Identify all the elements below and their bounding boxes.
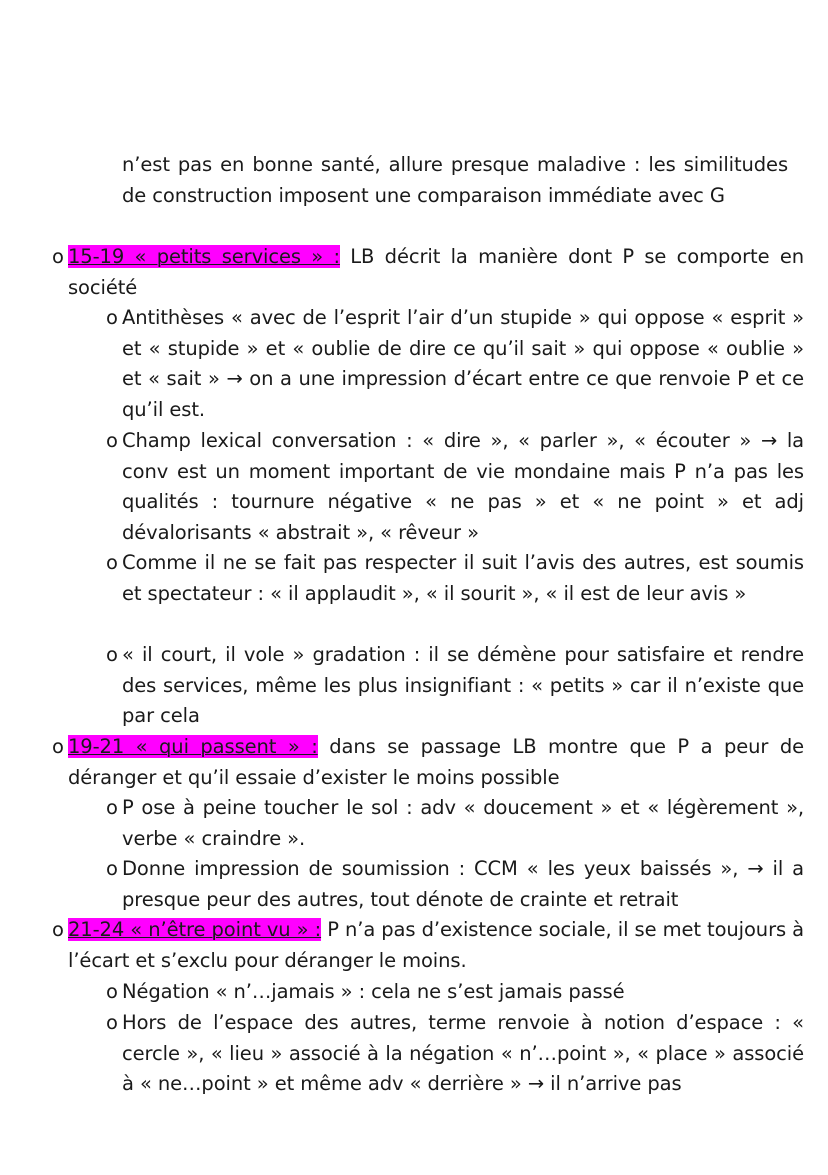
bullet-icon: o [106,857,118,880]
line-reference-highlight: 15-19 « petits services » : [68,245,340,268]
line-reference-highlight: 19-21 « qui passent » : [68,735,318,758]
section-etre-point-vu: o 21-24 « n’être point vu » : P n’a pas d’existence sociale, il se met toujours à l’écart et s’exclu pour déranger le moins. [52,915,804,976]
bullet-icon: o [106,429,118,452]
section-petits-services: o 15-19 « petits services » : LB décrit la manière dont P se comporte en société [52,242,804,303]
point-espace-des-autres: o Hors de l’espace des autres, terme renvoie à notion d’espace : « cercle », « lieu » associé à la négation « n’…point », « place » associé à « ne…point » et même adv « derrière » → il n’arrive pas [106,1008,804,1100]
bullet-icon: o [52,735,64,758]
line-reference-highlight: 21-24 « n’être point vu » : [68,918,322,941]
bullet-icon: o [106,643,118,666]
point-soumission: o Donne impression de soumission : CCM « les yeux baissés », → il a presque peur des autres, tout dénote de crainte et retrait [106,854,804,915]
paragraph-continuation: n’est pas en bonne santé, allure presque maladive : les similitudes de construction imposent une comparaison immédiate avec G [122,153,788,207]
point-champ-lexical: o Champ lexical conversation : « dire », « parler », « écouter » → la conv est un moment important de vie mondaine mais P n’a pas les qualités : tournure négative « ne pas » et « ne point » et adj dévalorisants « abstrait », « rêveur » [106,426,804,548]
bullet-icon: o [106,551,118,574]
point-soumis-spectateur: o Comme il ne se fait pas respecter il suit l’avis des autres, est soumis et spectateur : « il applaudit », « il sourit », « il est de leur avis » [106,548,804,609]
section-qui-passent: o 19-21 « qui passent » : dans se passage LB montre que P a peur de déranger et qu’il essaie d’exister le moins possible [52,732,804,793]
bullet-icon: o [106,306,118,329]
point-negation: o Négation « n’…jamais » : cela ne s’est jamais passé [106,977,804,1008]
bullet-icon: o [52,245,64,268]
bullet-icon: o [106,796,118,819]
point-toucher-le-sol: o P ose à peine toucher le sol : adv « doucement » et « légèrement », verbe « craindre ». [106,793,804,854]
bullet-icon: o [52,918,64,941]
point-antitheses: o Antithèses « avec de l’esprit l’air d’un stupide » qui oppose « esprit » et « stupide » et « oublie de dire ce qu’il sait » qui oppose « oublie » et « sait » → on a une impression d’écart entre ce que renvoie P et ce qu’il est. [106,303,804,425]
point-gradation: o « il court, il vole » gradation : il se démène pour satisfaire et rendre des services, même les plus insignifiant : « petits » car il n’existe que par cela [106,640,804,732]
bullet-icon: o [106,1011,118,1034]
bullet-icon: o [106,980,118,1003]
